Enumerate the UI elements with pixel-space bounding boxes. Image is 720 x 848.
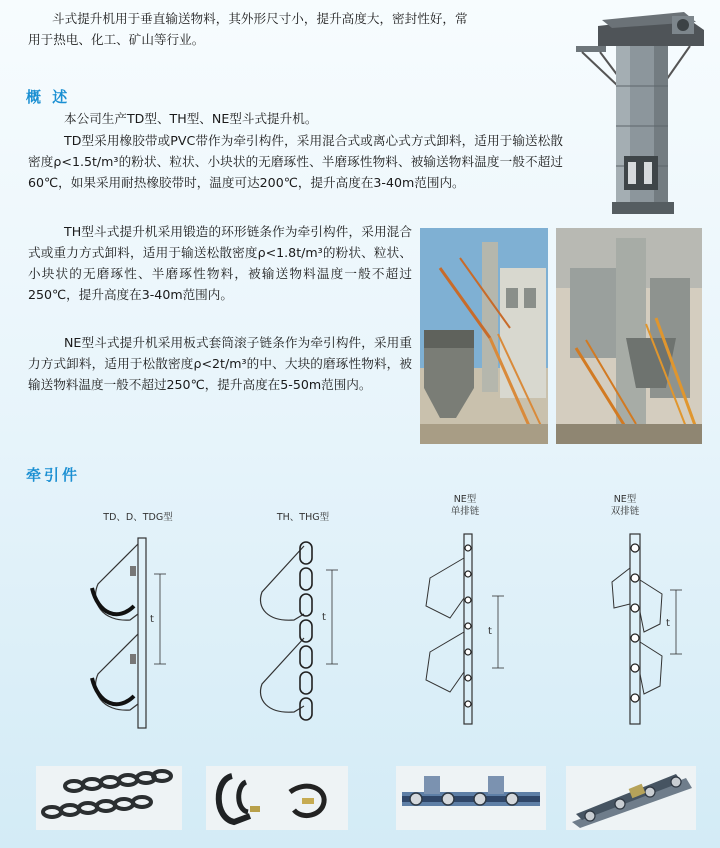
diagram-td-belt [80, 530, 190, 730]
overview-title: 概 述 [26, 88, 71, 106]
diagram-ne-double-caption [590, 494, 660, 518]
bucket-elevator-photo [572, 6, 712, 216]
dim-label-ne-double: t [666, 618, 670, 629]
intro-line-1: 斗式提升机用于垂直输送物料，其外形尺寸小，提升高度大，密封性好，常 [52, 11, 468, 26]
diagram-td-caption: TD、D、TDG型 [103, 512, 173, 523]
ne-double-caption-l1: NE型 [613, 494, 637, 505]
intro-text [28, 8, 563, 50]
ne-single-caption-l1: NE型 [453, 494, 477, 505]
chain-photo-ring [36, 766, 182, 830]
traction-title: 牵引件 [26, 466, 81, 484]
chain-photo-shackle [206, 766, 348, 830]
overview-ne-text: NE型斗式提升机采用板式套筒滚子链条作为牵引构件，采用重力方式卸料，适用于松散密度ρ<2t/m³的中、大块的磨琢性物料，被输送物料温度一般不超过250℃，提升高度在5-50m范围内。 [28, 335, 412, 392]
ne-double-caption-l2: 双排链 [610, 506, 640, 517]
diagram-ne-single-chain [420, 528, 530, 728]
site-photo-2 [556, 228, 702, 444]
chain-photo-ne-single [396, 766, 546, 830]
diagram-ne-double-chain [586, 528, 696, 728]
intro-line-2: 用于热电、化工、矿山等行业。 [28, 32, 205, 47]
overview-company-text: 本公司生产TD型、TH型、NE型斗式提升机。 [64, 111, 318, 126]
dim-label-ne-single: t [488, 626, 492, 637]
site-photo-1 [420, 228, 548, 444]
diagram-th-caption: TH、THG型 [276, 512, 330, 523]
dim-label-td: t [150, 614, 154, 625]
diagram-ne-single-caption [430, 494, 500, 518]
chain-photo-ne-double [566, 766, 696, 830]
diagram-th-chain [250, 530, 360, 730]
overview-th-text: TH型斗式提升机采用锻造的环形链条作为牵引构件，采用混合式或重力方式卸料，适用于输送松散密度ρ<1.8t/m³的粉状、粒状、小块状的无磨琢性、半磨琢性物料，被输送物料温度一般不超过250℃，提升高度在3-40m范围内。 [28, 224, 412, 302]
overview-td-text: TD型采用橡胶带或PVC带作为牵引构件，采用混合式或离心式方式卸料，适用于输送松散密度ρ<1.5t/m³的粉状、粒状、小块状的无磨琢性、半磨琢性物料、被输送物料温度一般不超过60℃，如果采用耐热橡胶带时，温度可达200℃，提升高度在3-40m范围内。 [28, 133, 563, 190]
dim-label-th: t [322, 612, 326, 623]
ne-single-caption-l2: 单排链 [450, 506, 480, 517]
